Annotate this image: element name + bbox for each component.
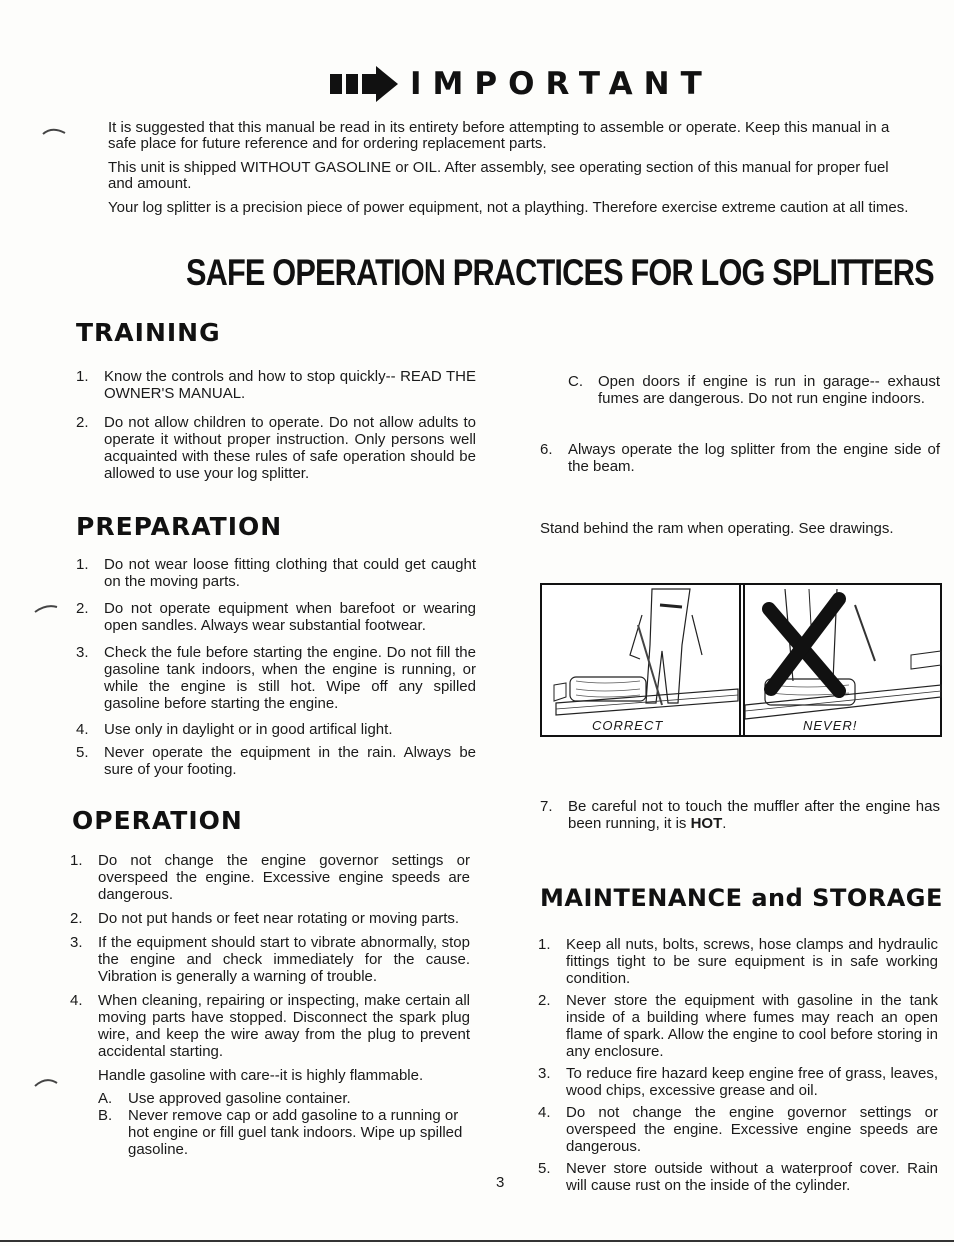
important-title: IMPORTANT — [410, 66, 713, 102]
list-item: B. Never remove cap or add gasoline to a running or hot engine or fill guel tank indoors. Wipe up spilled gasoline. — [98, 1107, 463, 1158]
list-item: 2. Do not operate equipment when barefoot or wearing open sandles. Always wear substantial footwear. — [76, 600, 476, 634]
training-list — [76, 368, 476, 482]
list-item: A. Use approved gasoline container. — [98, 1090, 351, 1107]
list-item: Handle gasoline with care--it is highly flammable. — [98, 1067, 424, 1084]
list-item: 1. Know the controls and how to stop quickly-- READ THE OWNER'S MANUAL. — [76, 368, 476, 402]
margin-mark — [42, 124, 66, 138]
list-item: 5. Never operate the equipment in the rain. Always be sure of your footing. — [76, 744, 476, 778]
stand-instruction: Stand behind the ram when operating. See drawings. — [540, 520, 894, 537]
list-item: 3. To reduce fire hazard keep engine free of grass, leaves, wood chips, excessive grease and oil. — [538, 1065, 938, 1099]
list-item: 1. Do not change the engine governor settings or overspeed the engine. Excessive engine speeds are dangerous. — [70, 852, 470, 903]
preparation-heading: PREPARATION — [76, 512, 283, 541]
never-panel — [743, 585, 942, 735]
bottom-rule — [0, 1240, 954, 1242]
intro-paragraph: This unit is shipped WITHOUT GASOLINE or OIL. After assembly, see operating section of this manual for proper fuel and amount. — [108, 159, 889, 192]
margin-mark — [34, 1074, 58, 1088]
intro-paragraph: Your log splitter is a precision piece of power equipment, not a plaything. Therefore exercise extreme caution at all times. — [108, 199, 909, 216]
maintenance-heading: MAINTENANCE and STORAGE — [540, 884, 943, 912]
list-item: 1. Do not wear loose fitting clothing that could get caught on the moving parts. — [76, 556, 476, 590]
intro-paragraph: It is suggested that this manual be read in its entirety before attempting to assemble or operate. Keep this manual in a safe place for future reference and for ordering replacement parts. — [108, 119, 890, 152]
important-intro — [108, 120, 910, 222]
correct-drawing — [542, 585, 739, 735]
list-item: 1. Keep all nuts, bolts, screws, hose clamps and hydraulic fittings tight to be sure equipment is in safe working condition. — [538, 936, 938, 987]
caption-never: NEVER! — [803, 718, 858, 733]
list-item: 4. When cleaning, repairing or inspecting, make certain all moving parts have stopped. Disconnect the spark plug wire, and keep the wire away from the plug to prevent accidental starting. — [70, 992, 470, 1060]
never-drawing — [745, 585, 942, 735]
list-item-6: 6. Always operate the log splitter from the engine side of the beam. — [540, 441, 940, 475]
x-mark-icon — [769, 599, 839, 691]
operation-heading: OPERATION — [72, 806, 243, 835]
list-item: 3. If the equipment should start to vibrate abnormally, stop the engine and check immediately for the cause. Vibration is generally a warning of trouble. — [70, 934, 470, 985]
list-item: 3. Check the fule before starting the engine. Do not fill the gasoline tank indoors, when the engine is running, or while the engine is still hot. Wipe off any spilled gasoline before starting the engine. — [76, 644, 476, 712]
preparation-list — [76, 556, 476, 778]
important-header — [330, 64, 713, 104]
list-item: 2. Never store the equipment with gasoline in the tank inside of a building where fumes may reach an open flame of spark. Allow the engine to cool before storing in any enclosure. — [538, 992, 938, 1060]
list-item: 2. Do not put hands or feet near rotating or moving parts. — [70, 910, 460, 927]
list-item-7: 7. Be careful not to touch the muffler after the engine has been running, it is HOT. — [540, 798, 940, 832]
safety-illustration — [540, 583, 942, 737]
sub-item-c: C. Open doors if engine is run in garage-- exhaust fumes are dangerous. Do not run engine indoors. — [568, 373, 940, 407]
margin-mark — [34, 600, 58, 614]
training-heading: TRAINING — [76, 318, 221, 347]
operation-list — [70, 852, 470, 1158]
list-item: 4. Use only in daylight or in good artifical light. — [76, 721, 393, 738]
correct-panel — [542, 585, 741, 735]
caption-correct: CORRECT — [592, 718, 664, 733]
list-item: 5. Never store outside without a waterproof cover. Rain will cause rust on the inside of the cylinder. — [538, 1160, 938, 1194]
page-title: SAFE OPERATION PRACTICES FOR LOG SPLITTERS — [186, 252, 934, 293]
operation-sublist — [98, 1090, 470, 1158]
maintenance-list — [538, 936, 938, 1194]
list-item: 2. Do not allow children to operate. Do not allow adults to operate it without proper instruction. Only persons well acquainted with these rules of safe operation should be allowed to use your log splitter. — [76, 414, 476, 482]
arrow-right-icon — [330, 64, 402, 104]
list-item: 4. Do not change the engine governor settings or overspeed the engine. Excessive engine speeds are dangerous. — [538, 1104, 938, 1155]
page-number: 3 — [496, 1174, 505, 1191]
